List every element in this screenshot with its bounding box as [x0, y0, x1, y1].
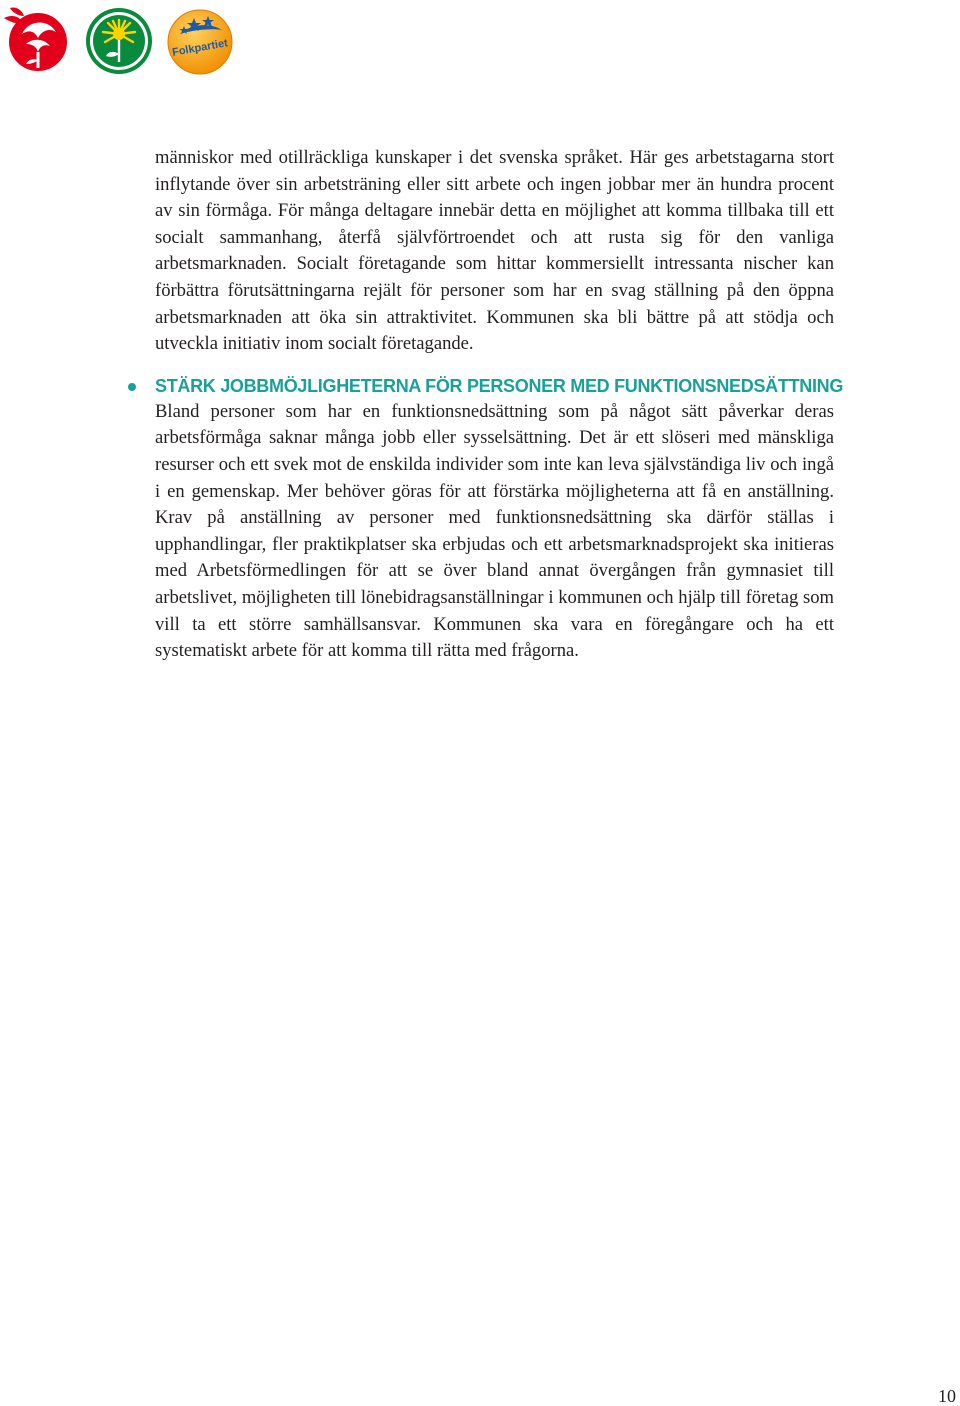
document-body: [155, 145, 844, 665]
folkpartiet-logo-icon: [164, 4, 236, 76]
rose-logo-icon: [2, 4, 74, 76]
section-funktionsnedsattning: [155, 375, 844, 665]
section-heading: STÄRK JOBBMÖJLIGHETERNA FÖR PERSONER MED FUNKTIONSNEDSÄTTNING: [155, 375, 844, 396]
bullet-icon: [128, 383, 136, 391]
party-logos: [2, 4, 242, 76]
folkpartiet-logo-text: Folkpartiet: [171, 37, 229, 59]
section-paragraph: Bland personer som har en funktionsnedsättning som på något sätt påverkar deras arbetsförmåga saknar många jobb eller sysselsättning. Det är ett slöseri med mänskliga resurser och ett svek mot de enskilda individer som inte kan leva självständiga liv och ingå i en gemenskap. Mer behöver göras för att förstärka möjligheterna att få en anställning. Krav på anställning av personer med funktionsnedsättning ska därför ställas i upphandlingar, fler praktikplatser ska erbjudas och ett arbetsmarknadsprojekt ska initieras med Arbetsförmedlingen för att se över bland annat övergången från gymnasiet till arbetslivet, möjligheten till lönebidragsanställningar i kommunen och hjälp till företag som vill ta ett större samhällsansvar. Kommunen ska vara en föregångare och ha ett systematiskt arbete för att komma till rätta med frågorna.: [155, 400, 834, 662]
intro-paragraph: människor med otillräckliga kunskaper i det svenska språket. Här ges arbetstagarna stort inflytande över sin arbetsträning eller sitt arbete och ingen jobbar mer än hundra procent av sin förmåga. För många deltagare innebär detta en möjlighet att komma tillbaka till ett socialt sammanhang, återfå självförtroendet och att rusta sig för den vanliga arbetsmarknaden. Socialt företagande som hittar kommersiellt intressanta nischer kan förbättra förutsättningarna rejält för personer som har en svag ställning på den öppna arbetsmarknaden att öka sin attraktivitet. Kommunen ska bli bättre på att stödja och utveckla initiativ inom socialt företagande.: [155, 147, 834, 355]
dandelion-logo-icon: [80, 4, 156, 76]
page-number: 10: [938, 1386, 956, 1406]
